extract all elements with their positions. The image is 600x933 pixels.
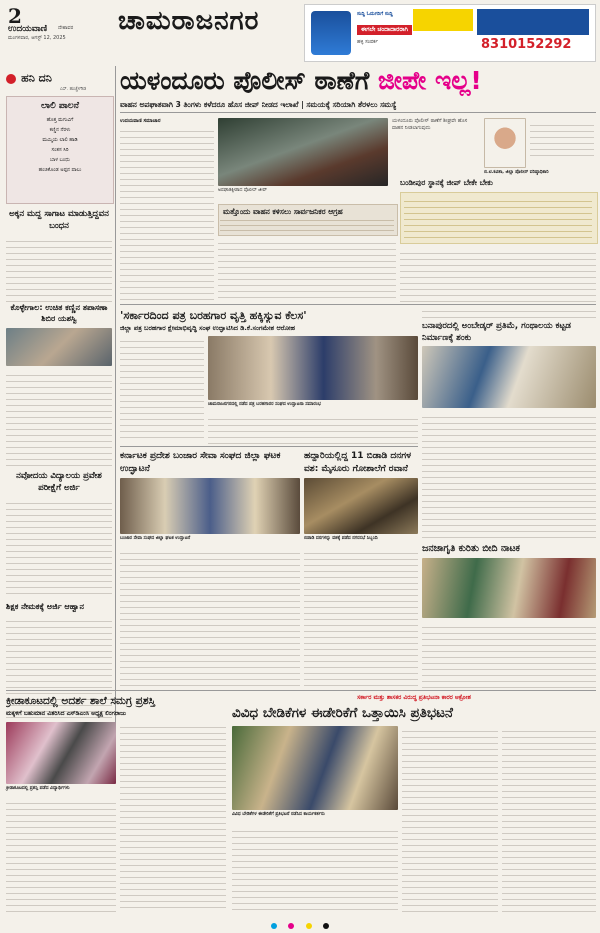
protest-headline[interactable]: ವಿವಿಧ ಬೇಡಿಕೆಗಳ ಈಡೇರಿಕೆಗೆ ಒತ್ತಾಯಿಸಿ ಪ್ರತಿಭಟನೆ: [232, 705, 453, 721]
students-caption: ಕ್ರೀಡಾಕೂಟದಲ್ಲಿ ಪ್ರಶಸ್ತಿ ಪಡೆದ ವಿದ್ಯಾರ್ಥಿಗಳು: [6, 786, 70, 791]
registration-marks: [100, 914, 500, 924]
column-brand: ಹನಿ ದನಿ: [21, 71, 52, 85]
sangha-caption: ಚಾಮರಾಜನಗರದಲ್ಲಿ ನಡೆದ ಪತ್ರ ಬರಹಗಾರರ ಸಂಘದ ಉದ್ಘಾಟನಾ ಸಮಾರಂಭ: [208, 402, 321, 407]
sarkara-body-right: [208, 414, 418, 444]
sarkara-subhead: ಜಿಲ್ಲಾ ಪತ್ರ ಬರಹಗಾರ ಕ್ಷೇಮಾಭಿವೃದ್ಧಿ ಸಂಘ ಉದ್ಘಾಟಿಸಿದ ಡಿ.ಕೆ.ಸಂಗಮೇಶ ಆರೋಹ: [120, 324, 295, 332]
story-headline[interactable]: ಕೊಳ್ಳೇಗಾಲ: ಉಚಿತ ಕಣ್ಣಿನ ತಪಾಸಣಾ ಶಿಬಿರ ಯಶಸ್ವಿ: [10, 303, 108, 323]
sarkara-body-left: [120, 336, 204, 440]
column-author: ಎಸ್. ಹುಚ್ಚೇಗೌಡ: [60, 87, 87, 92]
ceremony-photo: [422, 346, 596, 408]
section-rule: [6, 690, 596, 691]
protest-body-1: [232, 826, 398, 912]
column-divider: [115, 66, 116, 778]
cows-photo: [304, 478, 418, 534]
color-dot: [323, 923, 329, 929]
haddari-headline[interactable]: ಹದ್ದಾರಿಯಲ್ಲಿದ್ದ 11 ಬಿಡಾಡಿ ದನಗಳ ವಶ: ಮೈಸೂರು ಗೋಶಾಲೆಗೆ ರವಾನೆ: [304, 451, 412, 474]
mid-box-title: ಮತ್ತೊಂದು ವಾಹನ ಕಳಿಸಲು ಸಾರ್ವಜನಿಕರ ಆಗ್ರಹ: [223, 207, 343, 216]
section-rule: [120, 304, 596, 305]
paper-name: ಉದಯವಾಣಿ: [8, 24, 48, 34]
drop-icon: [6, 74, 16, 84]
lead-headline[interactable]: [120, 64, 596, 98]
ad-yellow-box: [413, 9, 473, 31]
subhead-rule: [120, 112, 596, 113]
ad-blue-box: [477, 9, 589, 35]
ad-phone-number: 8310152292: [481, 37, 572, 52]
lead-byline: ಉದಯವಾಣಿ ಸಮಾಚಾರ: [120, 118, 161, 124]
color-dot: [306, 923, 312, 929]
poem-box: [6, 96, 114, 204]
issue-date: ಮಂಗಳವಾರ, ಆಗಸ್ಟ್ 12, 2025: [8, 35, 66, 41]
janajagrithi-headline[interactable]: ಜನಜಾಗೃತಿ ಕುರಿತು ಬೀದಿ ನಾಟಕ: [422, 543, 520, 554]
lead-headline-accent: ಜೀಪೇ ಇಲ್ಲ!: [378, 66, 482, 95]
hani-dani-logo: [6, 68, 112, 88]
quote-box: [392, 118, 478, 180]
kreeda-headline[interactable]: ಕ್ರೀಡಾಕೂಟದಲ್ಲಿ ಅದರ್ಶ ಶಾಲೆ ಸಮಗ್ರ ಪ್ರಶಸ್ತಿ: [6, 695, 156, 707]
sarkara-headline[interactable]: 'ಸರ್ಕಾರದಿಂದ ಪತ್ರ ಬರಹಗಾರ ವೃತ್ತಿ ಹಕ್ಕಿಸ್ಯುವ ಕೆಲಸ': [120, 309, 307, 322]
lead-right-body: [400, 248, 596, 302]
story-body: [6, 498, 112, 598]
advertisement[interactable]: [304, 4, 596, 62]
jeep-caption: ಅಪಘಾತಕ್ಕೀಡಾದ ಪೊಲೀಸ್ ಜೀಪ್: [218, 188, 267, 193]
ad-line-2: ಈಗಲೇ ಚಂದಾದಾರರಾಗಿ: [357, 25, 412, 35]
haddari-body: [304, 548, 418, 686]
poem-line: ಸಂತಸ ಸಿರಿ: [51, 147, 69, 153]
protest-caption: ವಿವಿಧ ಬೇಡಿಕೆಗಳ ಈಡೇರಿಕೆಗೆ ಪ್ರತಿಭಟನೆ ನಡೆಸಿದ ಕಾರ್ಯಕರ್ತರು: [232, 812, 325, 817]
quote-attribution: ಬಿ.ಟಿ.ಕವಿತಾ, ಜಿಲ್ಲಾ ಪೊಲೀಸ್ ವರಿಷ್ಠಾಧಿಕಾರಿ: [484, 170, 549, 175]
poem-line: ಕಣ್ಣಿನ ನೆರಳು: [49, 127, 71, 133]
street-play-photo: [422, 558, 596, 618]
lead-headline-main: ಯಳಂದೂರು ಪೊಲೀಸ್ ಠಾಣೆಗೆ: [120, 66, 379, 95]
mid-right-body: [422, 306, 596, 318]
story-headline[interactable]: ನವೋದಯ ವಿದ್ಯಾಲಯ ಪ್ರವೇಶ ಪರೀಕ್ಷೆಗೆ ಅರ್ಜಿ: [16, 471, 102, 493]
lead-body: [120, 126, 214, 302]
phone-icon: [311, 11, 351, 55]
story-headline[interactable]: ಅಕ್ಕನ ಮದ್ದ ಸಾಗಾಟ ಮಾಡುತ್ತಿದ್ದವನ ಬಂಧನ: [9, 209, 109, 231]
poem-line: ಹೊತ್ತ ಮಗುವಿಗೆ: [46, 117, 74, 123]
eye-camp-photo: [6, 328, 112, 366]
poem-line: ಬಾಳ ಬಂಧು: [50, 157, 70, 163]
page-number: 2: [8, 4, 22, 28]
lead-cont-body: [218, 238, 396, 302]
kreeda-subhead: ಮಕ್ಕಳಿಗೆ ಬಹುಮಾನ ವಿತರಿಸಿದ ಎಸ್‌ಡಿಎಂಸಿ ಅಧ್ಯಕ್ಷ ಲಿಂಗರಾಜು: [6, 710, 127, 717]
protest-body-3: [502, 726, 596, 912]
poem-line: ಮಮ್ಮಿಯ ಲಾಲಿ ಹಾಡಿ: [42, 137, 78, 143]
banavara-headline[interactable]: ಬನಾಪುರದಲ್ಲಿ ಅಂಬೇಡ್ಕರ್ ಪ್ರತಿಮೆ, ಗಂಥಾಲಯ ಕಟ್ಟಡ ನಿರ್ಮಾಣಕ್ಕೆ ಶಂಕು: [422, 321, 571, 343]
officer-portrait: [484, 118, 526, 168]
ad-line-1: ಸುದ್ದಿ ಓದುಗರಿಗೆ ಸುದ್ದಿ: [357, 11, 393, 17]
protest-photo: [232, 726, 398, 810]
banjara-body: [120, 548, 300, 686]
section-rule: [120, 446, 418, 447]
poem-title: ಲಾಲಿ ಪಾಲನೆ: [40, 101, 80, 111]
section-title: ಚಾಮರಾಜನಗರ: [118, 6, 260, 36]
officer-quote-body: [530, 120, 594, 160]
story-body: [6, 370, 112, 466]
cows-caption: ಬಿಡಾಡಿ ದನಗಳನ್ನು ವಶಕ್ಕೆ ಪಡೆದ ನಗರಸಭೆ ಸಿಬ್ಬಂದಿ: [304, 536, 378, 541]
story-body: [6, 236, 112, 302]
kreeda-body-2: [6, 798, 116, 912]
students-photo: [6, 722, 116, 784]
banavara-body: [422, 412, 596, 540]
protest-kicker: ಸರ್ಕಾರ ಮತ್ತು ಶಾಸಕರ ವಿರುದ್ಧ ಪ್ರತಿಭಟನಾ ಕಾರರ ಆಕ್ರೋಶ: [357, 694, 471, 701]
side-box-title: ಬಂಡೀಪುರ ಸ್ಥಾನಕ್ಕೆ ಜೀಪ್ ಬೇಕೇ ಬೇಕು: [400, 178, 493, 187]
lead-subhead: ವಾಹನ ಅಪಘಾತವಾಗಿ 3 ತಿಂಗಳು ಕಳೆದರೂ ಹೊಸ ಜೀಪ್ ನೀಡದ ಇಲಾಖೆ | ಸಮಯಕ್ಕೆ ಸರಿಯಾಗಿ ತೆರಳಲು ಸಮಸ್ಯೆ: [120, 100, 397, 109]
sangha-photo: [208, 336, 418, 400]
poem-line: ಹಂಚಿಕೊಂಡ ಅಪ್ಪನ ಪಾಲು: [38, 167, 82, 173]
color-dot: [271, 923, 277, 929]
color-dot: [288, 923, 294, 929]
kreeda-body: [120, 722, 226, 912]
side-box-lines: [404, 196, 592, 240]
banjara-photo: [120, 478, 300, 534]
jeep-photo: [218, 118, 388, 186]
ad-line-3: ಹಳ್ಳಿ ಸಂಪರ್ಕ: [357, 39, 379, 45]
quote-text: ಯಳಂದೂರು ಪೊಲೀಸ್ ಠಾಣೆಗೆ ಶೀಘ್ರವೇ ಹೊಸ ವಾಹನ ನೀಡಲಾಗುವುದು: [392, 118, 468, 131]
banjara-caption: ಬಂಜಾರ ಸೇವಾ ಸಂಘದ ಜಿಲ್ಲಾ ಘಟಕ ಉದ್ಘಾಟನೆ: [120, 536, 191, 541]
protest-body-2: [402, 726, 498, 912]
edition-tag: ದೇಶಾವರ: [58, 25, 74, 31]
janajagrithi-body: [422, 622, 596, 688]
mid-box-body: [220, 216, 394, 232]
story-headline[interactable]: ಶಿಕ್ಷಕ ನೇಮಕಕ್ಕೆ ಅರ್ಜಿ ಆಹ್ವಾನ: [6, 602, 84, 611]
banjara-headline[interactable]: ಕರ್ನಾಟಕ ಪ್ರದೇಶ ಬಂಜಾರ ಸೇವಾ ಸಂಘದ ಜಿಲ್ಲಾ ಘಟಕ ಉದ್ಘಾಟನೆ: [120, 451, 281, 474]
